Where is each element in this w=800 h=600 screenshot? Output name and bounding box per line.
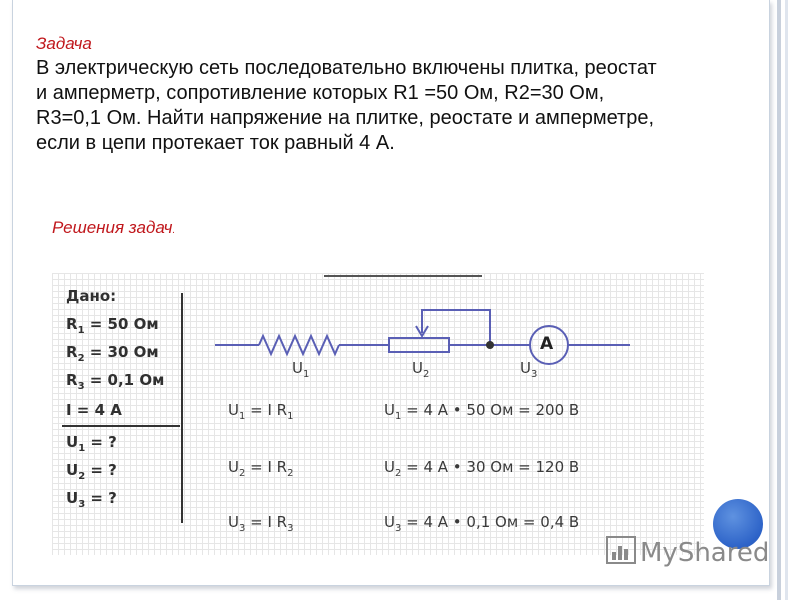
result-u1: $U_1 = 4$ A • 50 Ом = 200 В	[384, 401, 580, 422]
resistor-zigzag	[259, 336, 339, 354]
watermark-logo	[606, 536, 769, 568]
circuit-label-u2: $U_2$	[412, 359, 430, 380]
circuit-label-u3: $U_3$	[520, 359, 538, 380]
given-header: Дано:	[66, 287, 117, 305]
formula-u1: $U_1 = I$ $R_1$	[228, 401, 294, 422]
ammeter-symbol: A	[540, 334, 554, 354]
formula-u3: $U_3 = I$ $R_3$	[228, 513, 294, 534]
junction-dot	[486, 341, 494, 349]
problem-line: R3=0,1 Ом. Найти напряжение на плитке, реостате и амперметре,	[36, 107, 654, 129]
watermark-text: MyShared	[640, 538, 770, 568]
formula-u2: $U_2 = I$ $R_2$	[228, 458, 294, 479]
unknown-u1: $U_1$ = ?	[66, 433, 117, 454]
given-r2: $R_2 = 30$ Ом	[66, 343, 159, 364]
solution-board	[52, 273, 704, 555]
problem-line: если в цепи протекает ток равный 4 А.	[36, 132, 395, 154]
slide-edge-shadow	[785, 0, 788, 600]
unknown-u3: $U_3$ = ?	[66, 489, 117, 510]
problem-text	[36, 56, 756, 156]
circuit-wires	[215, 310, 630, 364]
solution-label-tail: .	[172, 225, 176, 236]
problem-line: и амперметр, сопротивление которых R1 =50 Ом, R2=30 Ом,	[36, 82, 605, 104]
result-u3: $U_3 = 4$ A • 0,1 Ом = 0,4 В	[384, 513, 580, 534]
given-current: I = 4 A	[66, 401, 122, 419]
given-r1: $R_1 = 50$ Ом	[66, 315, 159, 336]
rheostat-slider-wire	[422, 310, 490, 345]
solution-label-text: Решения задач	[52, 218, 173, 237]
task-label: Задача	[36, 34, 92, 53]
rheostat-body	[389, 338, 449, 352]
result-u2: $U_2 = 4$ A • 30 Ом = 120 В	[384, 458, 580, 479]
circuit-label-u1: $U_1$	[292, 359, 310, 380]
slide-edge	[777, 0, 781, 600]
solution-label	[52, 218, 175, 238]
given-r3: $R_3 = 0,1$ Ом	[66, 371, 165, 392]
problem-line: В электрическую сеть последовательно включены плитка, реостат	[36, 57, 657, 79]
presentation-icon	[606, 536, 636, 564]
unknown-u2: $U_2$ = ?	[66, 461, 117, 482]
